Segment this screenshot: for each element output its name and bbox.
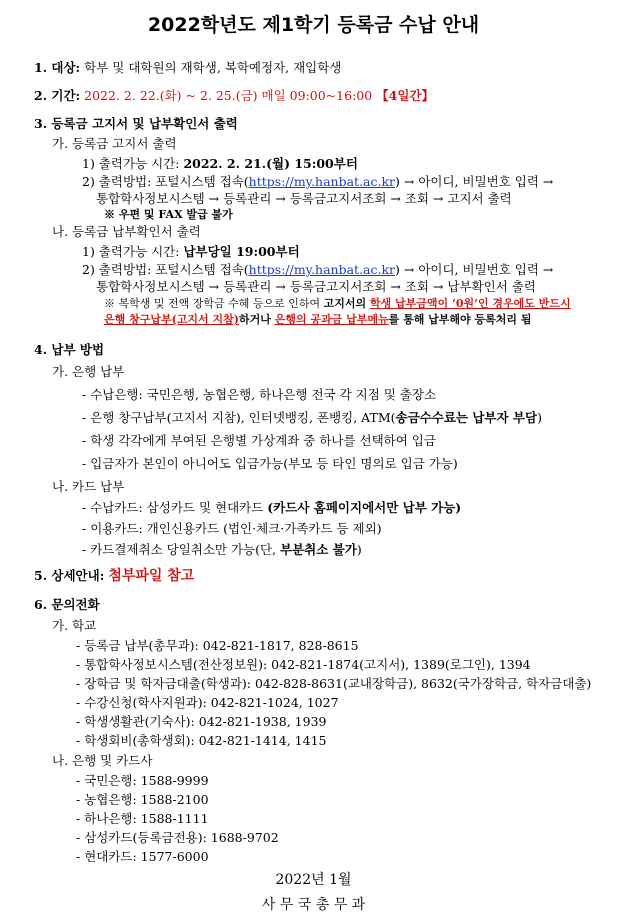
note-text-bold: 하거나 xyxy=(238,313,275,326)
bill-print-note: ※ 우편 및 FAX 발급 불가 xyxy=(104,208,233,221)
portal-link[interactable]: https://my.hanbat.ac.kr xyxy=(248,174,396,189)
bank-payment-item xyxy=(82,410,542,426)
receipt-print-method xyxy=(82,262,553,278)
contact-school-item: - 등록금 납부(총무과): 042-821-1817, 828-8615 xyxy=(76,638,359,653)
card-item-close: ) xyxy=(356,542,362,557)
card-item-text: - 수납카드: 삼성카드 및 현대카드 xyxy=(82,500,268,515)
fee-note: 송금수수료는 납부자 부담 xyxy=(395,410,538,425)
card-payment-item xyxy=(82,500,461,516)
zero-amount-note xyxy=(104,296,571,312)
section-period xyxy=(34,88,434,104)
detail-guide xyxy=(34,568,194,584)
bank-payment-item: - 수납은행: 국민은행, 농협은행, 하나은행 전국 각 지점 및 출장소 xyxy=(82,387,437,402)
period-label: 2. 기간: xyxy=(34,88,81,103)
receipt-print-heading: 나. 등록금 납부확인서 출력 xyxy=(52,224,201,239)
detail-text: 첨부파일 참고 xyxy=(108,568,195,584)
footer-date: 2022년 1월 xyxy=(275,872,352,888)
period-days: 【4일간】 xyxy=(376,88,435,103)
target-label: 1. 대상: xyxy=(34,60,81,75)
note-warning-counter: 은행 창구납부(고지서 지참) xyxy=(104,313,239,326)
receipt-print-time-label: 1) 출력가능 시간: xyxy=(82,244,180,259)
section-print-heading: 3. 등록금 고지서 및 납부확인서 출력 xyxy=(34,116,238,131)
bill-print-heading: 가. 등록금 고지서 출력 xyxy=(52,136,177,151)
contact-bank-item: - 삼성카드(등록금전용): 1688-9702 xyxy=(76,830,279,845)
card-item-bold: 부분취소 불가 xyxy=(280,542,357,557)
contact-bank-item: - 국민은행: 1588-9999 xyxy=(76,773,209,788)
payment-method-heading: 4. 납부 방법 xyxy=(34,342,105,357)
note-text-bold: 를 통해 납부해야 등록처리 됨 xyxy=(388,313,532,326)
receipt-method-suffix: ) → 아이디, 비밀번호 입력 → xyxy=(395,262,554,277)
zero-amount-note-2 xyxy=(104,312,531,328)
contact-school-item: - 통합학사정보시스템(전산정보원): 042-821-1874(고지서), 1389(로그인), 1394 xyxy=(76,657,531,672)
bill-print-method xyxy=(82,174,553,190)
page-title: 2022학년도 제1학기 등록금 수납 안내 xyxy=(147,14,480,36)
bank-channel-text: - 은행 창구납부(고지서 지참), 인터넷뱅킹, 폰뱅킹, ATM( xyxy=(82,410,396,425)
target-text: 학부 및 대학원의 재학생, 복학예정자, 재입학생 xyxy=(84,60,342,75)
receipt-method-prefix: 2) 출력방법: 포털시스템 접속( xyxy=(82,262,249,277)
bank-payment-item: - 학생 각각에게 부여된 은행별 가상계좌 중 하나를 선택하여 입금 xyxy=(82,433,436,448)
bill-print-time-label: 1) 출력가능 시간: xyxy=(82,156,180,171)
card-payment-heading: 나. 카드 납부 xyxy=(52,479,125,494)
bank-payment-item: - 입금자가 본인이 아니어도 입금가능(부모 등 타인 명의로 입금 가능) xyxy=(82,456,458,471)
contact-bank-item: - 농협은행: 1588-2100 xyxy=(76,792,209,807)
contact-bank-heading: 나. 은행 및 카드사 xyxy=(52,753,153,768)
receipt-print-time-value: 납부당일 19:00부터 xyxy=(183,244,300,259)
contact-school-item: - 장학금 및 학자금대출(학생과): 042-828-8631(교내장학금), 8632(국가장학금, 학자금대출) xyxy=(76,676,592,691)
contact-bank-item: - 하나은행: 1588-1111 xyxy=(76,811,209,826)
fee-close: ) xyxy=(537,410,542,425)
card-payment-item: - 이용카드: 개인신용카드 (법인·체크·가족카드 등 제외) xyxy=(82,521,382,536)
card-item-bold: (카드사 홈페이지에서만 납부 가능) xyxy=(267,500,462,515)
section-target xyxy=(34,60,341,76)
receipt-print-time xyxy=(82,244,300,260)
bill-method-suffix: ) → 아이디, 비밀번호 입력 → xyxy=(395,174,554,189)
footer-dept: 사 무 국 총 무 과 xyxy=(261,897,366,913)
note-text: ※ 복학생 및 전액 장학금 수혜 등으로 인하여 xyxy=(104,297,324,310)
bill-method-line2: 통합학사정보시스템 → 등록관리 → 등록금고지서조회 → 조회 → 고지서 출력 xyxy=(96,191,512,206)
contact-school-item: - 학생생활관(기숙사): 042-821-1938, 1939 xyxy=(76,714,327,729)
bill-method-prefix: 2) 출력방법: 포털시스템 접속( xyxy=(82,174,249,189)
note-text-bold: 고지서의 xyxy=(323,297,370,310)
receipt-method-line2: 통합학사정보시스템 → 등록관리 → 등록금고지서조회 → 조회 → 납부확인서 출력 xyxy=(96,279,536,294)
contact-school-item: - 학생회비(총학생회): 042-821-1414, 1415 xyxy=(76,733,327,748)
bank-payment-heading: 가. 은행 납부 xyxy=(52,364,125,379)
note-warning-menu: 은행의 공과금 납부메뉴 xyxy=(274,313,389,326)
portal-link[interactable]: https://my.hanbat.ac.kr xyxy=(248,262,396,277)
period-range: 2022. 2. 22.(화) ~ 2. 25.(금) 매일 09:00~16:00 xyxy=(84,88,373,103)
contact-school-heading: 가. 학교 xyxy=(52,618,97,633)
contact-heading: 6. 문의전화 xyxy=(34,597,100,612)
note-warning: 학생 납부금액이 ‘0원’인 경우에도 반드시 xyxy=(369,297,571,310)
card-payment-item xyxy=(82,542,362,558)
contact-bank-item: - 현대카드: 1577-6000 xyxy=(76,849,209,864)
card-item-text: - 카드결제취소 당일취소만 가능(단, xyxy=(82,542,281,557)
bill-print-time xyxy=(82,156,358,172)
bill-print-time-value: 2022. 2. 21.(월) 15:00부터 xyxy=(183,156,358,171)
detail-label: 5. 상세안내: xyxy=(34,568,105,583)
contact-school-item: - 수강신청(학사지원과): 042-821-1024, 1027 xyxy=(76,695,339,710)
